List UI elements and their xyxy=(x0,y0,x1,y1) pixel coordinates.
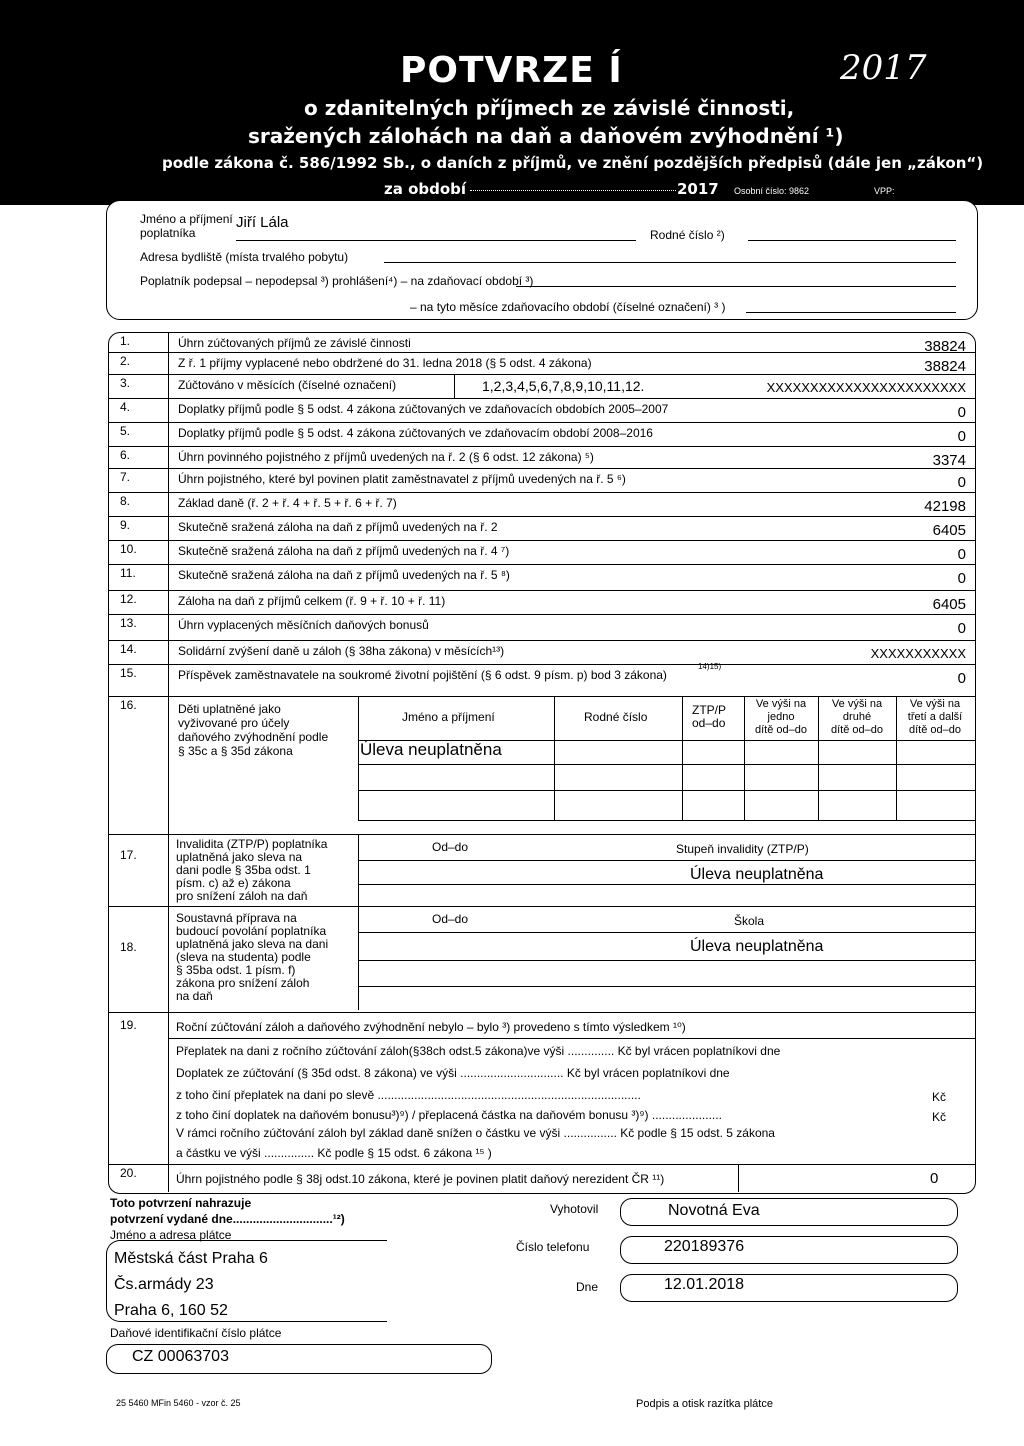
row-number: 8. xyxy=(120,494,131,508)
row16-col-name: Jméno a příjmení xyxy=(402,710,495,724)
row18-label-line: budoucí povolání poplatníka xyxy=(176,924,327,938)
row-divider xyxy=(108,516,976,517)
row18-line xyxy=(358,960,976,961)
row20-top-line xyxy=(108,1164,976,1165)
row18-label-line: Soustavná příprava na xyxy=(176,911,297,925)
date-value: 12.01.2018 xyxy=(664,1276,745,1293)
row-label: Doplatky příjmů podle § 5 odst. 4 zákona zúčtovaných ve zdaňovacím období 2008–2016 xyxy=(178,426,653,440)
row19-top-line xyxy=(108,1012,976,1013)
row-value: 0 xyxy=(957,428,966,445)
row16-label-line: daňového zvýhodnění podle xyxy=(178,730,329,744)
row18-label-line: uplatněná jako sleva na dani xyxy=(176,937,329,951)
row17-line xyxy=(358,884,976,885)
row16-divider xyxy=(744,696,745,820)
row18-label-line: zákona pro snížení záloh xyxy=(176,976,310,990)
handwritten-year: 2017 xyxy=(840,48,927,88)
tax-id-label: Daňové identifikační číslo plátce xyxy=(110,1326,282,1340)
months-value: 1,2,3,4,5,6,7,8,9,10,11,12. xyxy=(482,378,645,394)
replacement-note-1: Toto potvrzení nahrazuje xyxy=(110,1196,252,1210)
number-column-divider xyxy=(168,332,169,1192)
row18-line xyxy=(358,986,976,987)
row19-line3: Doplatek ze zúčtování (§ 35d odst. 8 zákona) ve výši ............................... Kč byl vrácen poplatníkovi dne xyxy=(176,1066,730,1080)
row-label: Úhrn povinného pojistného z příjmů uvedených na ř. 2 (§ 6 odst. 12 zákona) ⁵) xyxy=(178,450,594,464)
birth-number-line xyxy=(748,240,956,241)
row18-col-school: Škola xyxy=(734,914,765,928)
row-number: 5. xyxy=(120,424,131,438)
row16-label-line: vyživované pro účely xyxy=(178,716,290,730)
row-label: Skutečně sražená záloha na daň z příjmů uvedených na ř. 4 ⁷) xyxy=(178,544,510,558)
row16-divider xyxy=(358,696,359,820)
row17-value: Úleva neuplatněna xyxy=(690,866,824,883)
row19-line4: z toho činí přeplatek na dani po slevě ............................................................................... xyxy=(176,1088,641,1102)
payer-address xyxy=(114,1246,268,1324)
row17-label-line: pro snížení záloh na daň xyxy=(176,889,308,903)
row-value: 38824 xyxy=(924,338,966,355)
phone-label: Číslo telefonu xyxy=(516,1240,590,1254)
row17-col-from: Od–do xyxy=(432,840,469,854)
row19-number: 19. xyxy=(120,1018,137,1032)
row-label: Úhrn zúčtovaných příjmů ze závislé činnosti xyxy=(178,336,411,350)
vpp-label: VPP: xyxy=(874,186,895,196)
row-number: 11. xyxy=(120,566,136,580)
row16-value: Úleva neuplatněna xyxy=(360,740,502,759)
row-value: XXXXXXXXXXXXXXXXXXXXXXX xyxy=(766,380,966,395)
row-label: Příspěvek zaměstnavatele na soukromé životní pojištění (§ 6 odst. 9 písm. p) bod 3 zákona) xyxy=(178,668,667,682)
row17-label-line: Invalidita (ZTP/P) poplatníka xyxy=(176,837,328,851)
row17-label-line: dani podle § 35ba odst. 1 xyxy=(176,863,311,877)
row19-line4-kc: Kč xyxy=(932,1090,947,1104)
row16-col-first-line: dítě od–do xyxy=(755,724,807,736)
row18-label xyxy=(176,912,328,1003)
row-number: 15. xyxy=(120,666,137,680)
row19-line5: z toho činí doplatek na daňovém bonusu³)⁹) / přeplacená částka na daňovém bonusu ³)⁹) ..................... xyxy=(176,1108,722,1122)
row-number: 13. xyxy=(120,616,137,630)
row16-col-first-line: jedno xyxy=(767,711,795,723)
row-label: Základ daně (ř. 2 + ř. 4 + ř. 5 + ř. 6 + ř. 7) xyxy=(178,496,397,510)
row18-value: Úleva neuplatněna xyxy=(690,938,824,955)
payer-address-line: Čs.armády 23 xyxy=(114,1276,214,1293)
row-value: 6405 xyxy=(932,596,966,613)
row-divider xyxy=(108,446,976,447)
period-label: za období xyxy=(384,180,467,198)
replacement-note-2: potvrzení vydané dne..............................¹²) xyxy=(110,1212,345,1226)
row16-col-ztp xyxy=(692,704,726,730)
row16-divider xyxy=(554,696,555,820)
row-label: Záloha na daň z příjmů celkem (ř. 9 + ř. 10 + ř. 11) xyxy=(178,594,446,608)
row-value: 38824 xyxy=(924,358,966,375)
row17-label-line: uplatněná jako sleva na xyxy=(176,850,303,864)
row18-label-line: na daň xyxy=(176,989,213,1003)
row19-divider xyxy=(168,1038,976,1039)
row18-top-line xyxy=(108,906,976,907)
row20-number: 20. xyxy=(120,1166,137,1180)
row20-value: 0 xyxy=(930,1170,939,1187)
row20-label: Úhrn pojistného podle § 38j odst.10 zákona, které je povinen platit daňový nerezident ČR ¹¹) xyxy=(176,1172,665,1186)
row17-top-line xyxy=(108,834,976,835)
row17-line xyxy=(358,860,976,861)
signed-declaration: Poplatník podepsal – nepodepsal ³) prohlášení⁴) – na zdaňovací období ³) xyxy=(140,274,534,288)
row19-line1: Roční zúčtování záloh a daňového zvýhodnění nebylo – bylo ³) provedeno s tímto výsledkem ¹⁰) xyxy=(176,1020,686,1034)
signed-line xyxy=(516,286,956,287)
issued-by-value: Novotná Eva xyxy=(668,1202,760,1219)
name-line xyxy=(236,240,636,241)
row16-label-line: Děti uplatněné jako xyxy=(178,702,281,716)
row-number: 6. xyxy=(120,448,131,462)
row18-col-from: Od–do xyxy=(432,912,469,926)
taxpayer-name-label-1: Jméno a příjmení xyxy=(140,212,233,226)
form-title: POTVRZE Í xyxy=(400,50,623,91)
row17-col-grade: Stupeň invalidity (ZTP/P) xyxy=(676,842,809,856)
row-footnote-ref: 14)15) xyxy=(698,662,722,671)
row-value: 3374 xyxy=(932,452,966,469)
row18-divider xyxy=(358,906,359,1010)
phone-value: 220189376 xyxy=(664,1238,745,1255)
row17-divider xyxy=(358,834,359,906)
row19-line2: Přeplatek na dani z ročního zúčtování záloh(§38ch odst.5 zákona)ve výši .............. Kč byl vrácen poplatníkovi dne xyxy=(176,1044,781,1058)
row16-col-third-line: Ve výši na xyxy=(909,698,961,710)
row-value: 0 xyxy=(957,670,966,687)
row-label: Solidární zvýšení daně u záloh (§ 38ha zákona) v měsících¹³) xyxy=(178,644,505,658)
row16-col-third-line: dítě od–do xyxy=(909,724,961,736)
row-label: Zúčtováno v měsících (číselné označení) xyxy=(178,378,397,392)
row17-number: 17. xyxy=(120,848,137,862)
row16-col-second xyxy=(822,698,892,737)
address-line xyxy=(384,262,956,263)
row-value: 0 xyxy=(957,546,966,563)
row-label: Úhrn vyplacených měsíčních daňových bonusů xyxy=(178,618,429,632)
row-divider xyxy=(108,664,976,665)
payer-address-line: Městská část Praha 6 xyxy=(114,1250,268,1267)
signature-label: Podpis a otisk razítka plátce xyxy=(636,1398,773,1410)
row19-line5-kc: Kč xyxy=(932,1110,947,1124)
row-divider xyxy=(108,614,976,615)
row-number: 9. xyxy=(120,518,131,532)
row16-number: 16. xyxy=(120,698,137,712)
row-value: 0 xyxy=(957,404,966,421)
row-number: 1. xyxy=(120,334,131,348)
row-number: 2. xyxy=(120,354,131,368)
row20-divider xyxy=(738,1164,739,1192)
row16-divider xyxy=(896,696,897,820)
row-number: 4. xyxy=(120,400,131,414)
row16-divider xyxy=(818,696,819,820)
row-divider xyxy=(108,640,976,641)
row-value: 0 xyxy=(957,620,966,637)
row16-col-second-line: druhé xyxy=(842,711,872,723)
row16-col-third-line: třetí a další xyxy=(907,711,963,723)
row-label: Z ř. 1 příjmy vyplacené nebo obdržené do 31. ledna 2018 (§ 5 odst. 4 zákona) xyxy=(178,356,592,370)
row17-label xyxy=(176,838,327,903)
row16-label xyxy=(178,702,328,758)
row-divider xyxy=(108,492,976,493)
row16-col-first xyxy=(748,698,814,737)
months-divider xyxy=(454,374,455,398)
taxpayer-name-label-2: poplatníka xyxy=(140,226,196,240)
row-value: 6405 xyxy=(932,522,966,539)
row18-label-line: § 35ba odst. 1 písm. f) xyxy=(176,963,296,977)
row19-line7: a částku ve výši ............... Kč podle § 15 odst. 6 zákona ¹⁵ ) xyxy=(176,1146,492,1160)
row16-col-first-line: Ve výši na xyxy=(755,698,807,710)
row-label: Skutečně sražená záloha na daň z příjmů uvedených na ř. 5 ⁸) xyxy=(178,568,510,582)
row-number: 14. xyxy=(120,642,137,656)
row19-line6: V rámci ročního zúčtování záloh byl základ daně snížen o částku ve výši ................ Kč podle § 15 odst. 5 zákona xyxy=(176,1126,775,1140)
form-code: 25 5460 MFin 5460 - vzor č. 25 xyxy=(116,1398,241,1408)
row18-number: 18. xyxy=(120,940,137,954)
row-number: 10. xyxy=(120,542,137,556)
row17-label-line: písm. c) až e) zákona xyxy=(176,876,291,890)
row-divider xyxy=(108,422,976,423)
address-label: Adresa bydliště (místa trvalého pobytu) xyxy=(140,250,349,264)
row16-line xyxy=(358,764,976,765)
row-divider xyxy=(108,540,976,541)
row18-line xyxy=(358,932,976,933)
row16-col-second-line: Ve výši na xyxy=(831,698,883,710)
row16-col-birth: Rodné číslo xyxy=(584,710,648,724)
row16-top-line xyxy=(108,696,976,697)
payer-address-line: Praha 6, 160 52 xyxy=(114,1302,228,1319)
row-label: Doplatky příjmů podle § 5 odst. 4 zákona zúčtovaných ve zdaňovacích obdobích 2005–2007 xyxy=(178,402,669,416)
row16-col-second-line: dítě od–do xyxy=(831,724,883,736)
row-label: Úhrn pojistného, které byl povinen platit zaměstnavatel z příjmů uvedených na ř. 5 ⁶) xyxy=(178,472,626,486)
row-value: 42198 xyxy=(924,498,966,515)
row16-line xyxy=(358,820,976,821)
personal-number: Osobní číslo: 9862 xyxy=(734,186,810,196)
row-label: Skutečně sražená záloha na daň z příjmů uvedených na ř. 2 xyxy=(178,520,498,534)
period-dots xyxy=(470,190,676,191)
law-reference: podle zákona č. 586/1992 Sb., o daních z příjmů, ve znění pozdějších předpisů (dále jen „zákon“) xyxy=(162,154,984,172)
row18-label-line: (sleva na studenta) podle xyxy=(176,950,311,964)
row-number: 7. xyxy=(120,470,131,484)
tax-id-value: CZ 00063703 xyxy=(132,1348,229,1365)
row-divider xyxy=(108,398,976,399)
row-value: 0 xyxy=(957,570,966,587)
row16-col-ztp-line: od–do xyxy=(692,716,726,730)
issued-by-label: Vyhotovil xyxy=(550,1202,599,1216)
form-subtitle-1: o zdanitelných příjmech ze závislé činnosti, xyxy=(304,96,795,120)
period-value: 2017 xyxy=(677,180,719,198)
row-divider xyxy=(108,590,976,591)
row16-divider xyxy=(682,696,683,820)
birth-number-label: Rodné číslo ²) xyxy=(650,228,725,242)
row-value: XXXXXXXXXXX xyxy=(870,646,966,661)
row16-line xyxy=(358,790,976,791)
row16-label-line: § 35c a § 35d zákona xyxy=(178,744,293,758)
row-number: 3. xyxy=(120,376,131,390)
date-label: Dne xyxy=(576,1280,599,1294)
row16-col-ztp-line: ZTP/P xyxy=(692,703,727,717)
row-number: 12. xyxy=(120,592,137,606)
taxpayer-name-value: Jiří Lála xyxy=(236,214,289,231)
months-declaration: – na tyto měsíce zdaňovacího období (číselné označení) ³ ) xyxy=(410,300,726,314)
row-divider xyxy=(108,564,976,565)
row16-col-third xyxy=(898,698,972,737)
payer-label: Jméno a adresa plátce xyxy=(110,1228,232,1242)
form-subtitle-2: sražených zálohách na daň a daňovém zvýhodnění ¹) xyxy=(248,124,844,148)
months-line xyxy=(746,312,956,313)
row-value: 0 xyxy=(957,474,966,491)
